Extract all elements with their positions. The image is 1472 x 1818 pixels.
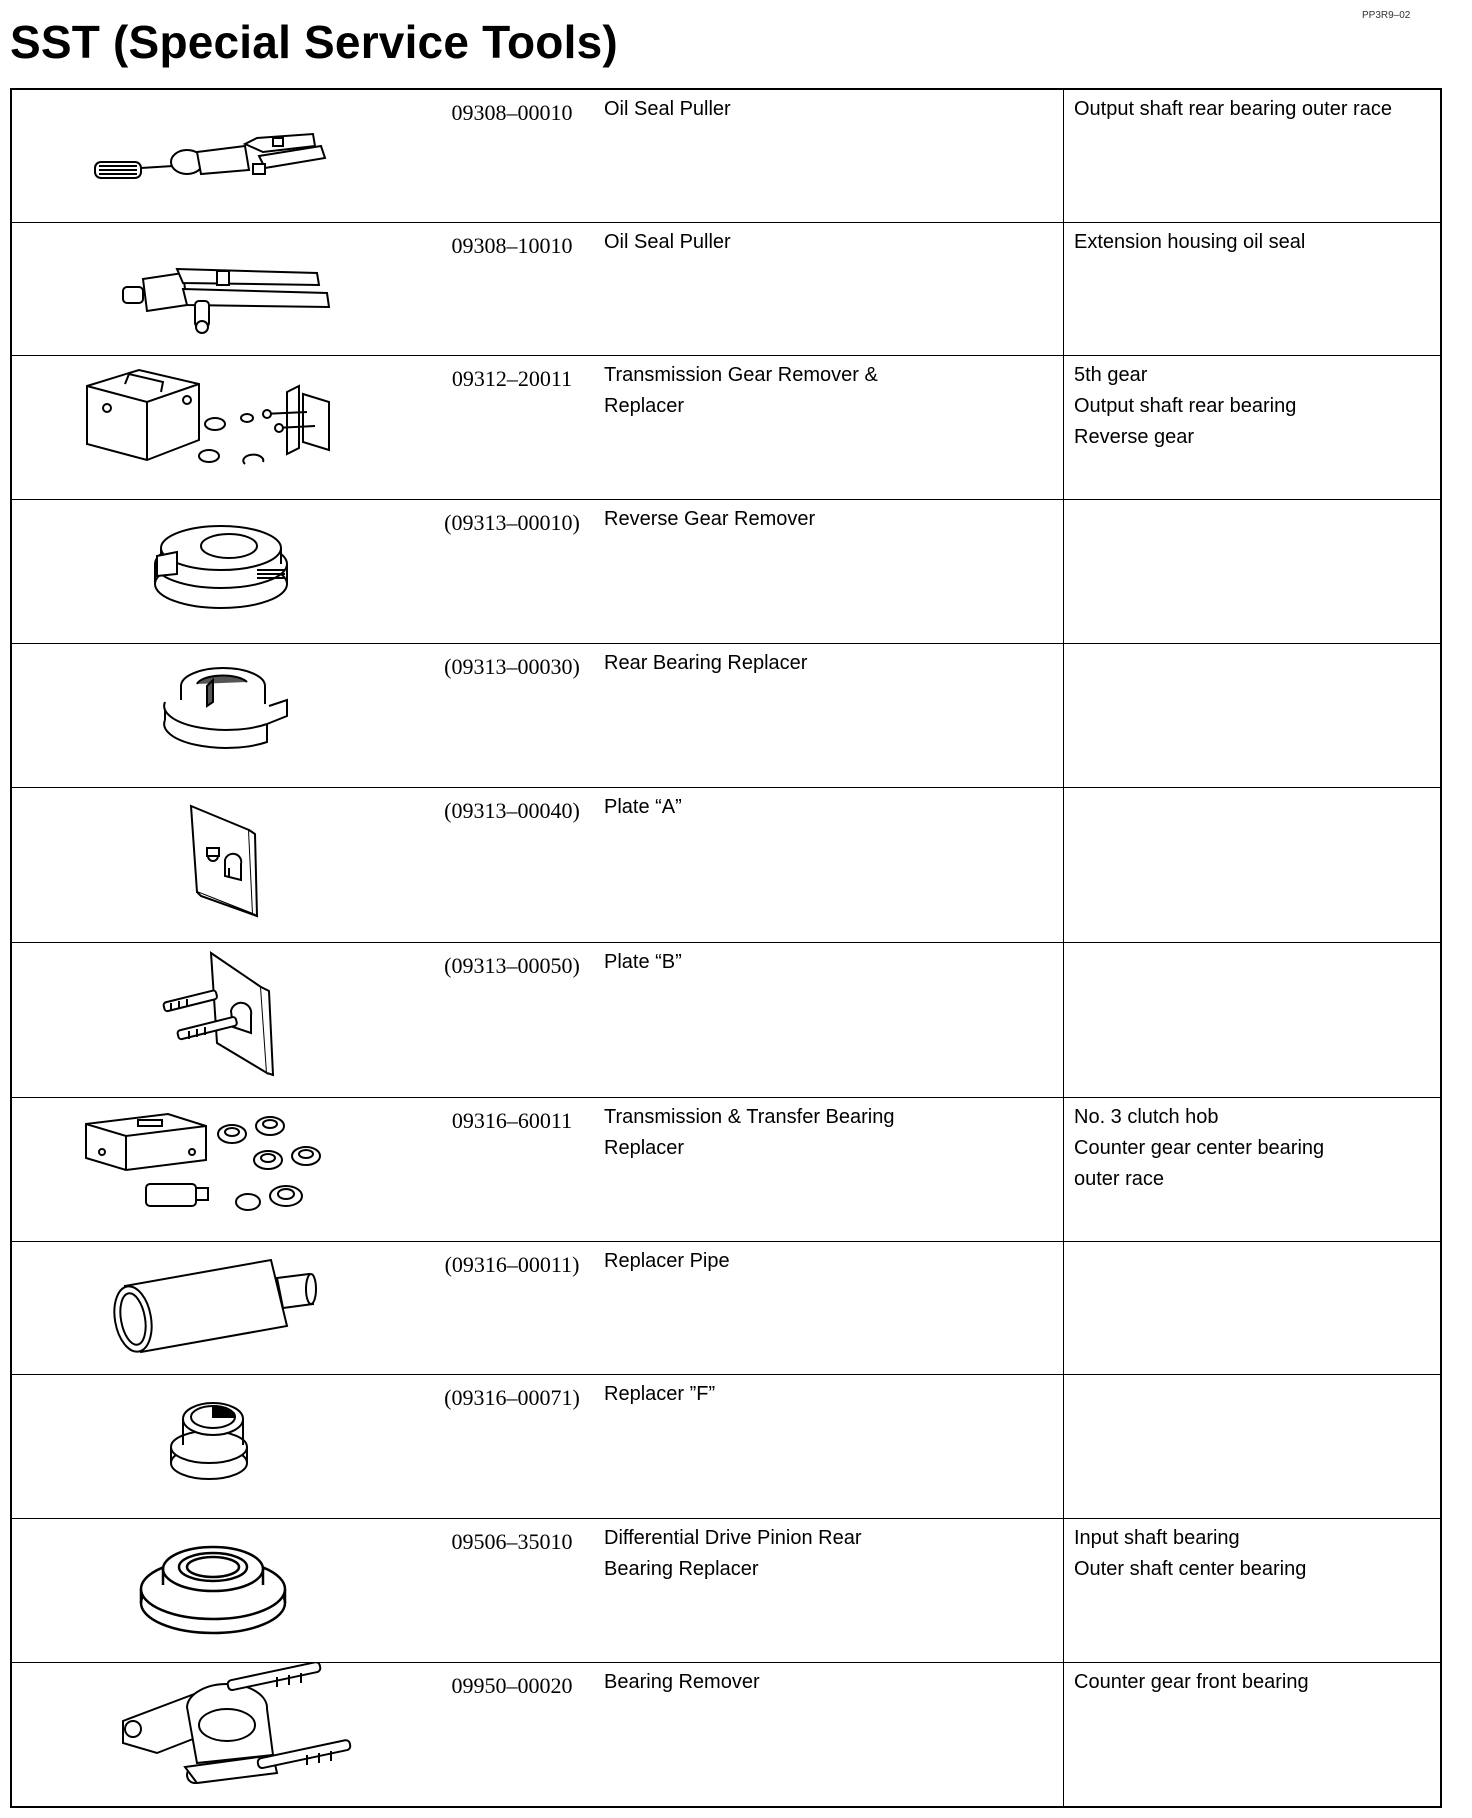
tool-name-line: Bearing Replacer bbox=[604, 1557, 759, 1580]
tool-illustration-cell bbox=[11, 223, 422, 356]
part-number: 09506–35010 bbox=[422, 1518, 602, 1662]
tool-usage bbox=[1064, 1662, 1442, 1807]
tool-usage-line: Counter gear front bearing bbox=[1074, 1670, 1309, 1693]
page-title: SST (Special Service Tools) bbox=[10, 16, 618, 68]
tool-name-line: Replacer bbox=[604, 1136, 685, 1159]
tool-usage bbox=[1064, 1097, 1442, 1241]
bearing-replacer-kit-icon bbox=[12, 1098, 422, 1228]
tool-row bbox=[11, 942, 1441, 1097]
tool-row bbox=[11, 1097, 1441, 1241]
tool-name-line: Replacer Pipe bbox=[604, 1249, 730, 1272]
plate-a-icon bbox=[12, 788, 422, 928]
tool-name-line: Rear Bearing Replacer bbox=[604, 652, 808, 674]
tool-illustration-cell bbox=[11, 942, 422, 1097]
tool-name-line: Plate “A” bbox=[604, 795, 682, 818]
tool-name-line: Differential Drive Pinion Rear bbox=[604, 1526, 862, 1549]
tool-row bbox=[11, 223, 1441, 356]
tool-row bbox=[11, 356, 1441, 500]
tool-illustration-cell bbox=[11, 1097, 422, 1241]
tool-name bbox=[602, 1097, 1064, 1241]
tool-name bbox=[602, 1518, 1064, 1662]
tool-usage-line: outer race bbox=[1074, 1167, 1165, 1190]
tool-illustration-cell bbox=[11, 356, 422, 500]
pinion-bearing-replacer-icon bbox=[12, 1519, 422, 1649]
tool-name-line: Transmission & Transfer Bearing bbox=[604, 1105, 895, 1128]
tool-row bbox=[11, 500, 1441, 644]
part-number: 09308–10010 bbox=[422, 223, 602, 356]
tool-name bbox=[602, 1662, 1064, 1807]
tool-usage bbox=[1064, 89, 1442, 223]
tool-usage bbox=[1064, 356, 1442, 500]
tool-illustration-cell bbox=[11, 644, 422, 788]
tool-usage-line: Input shaft bearing bbox=[1074, 1526, 1240, 1549]
tool-name bbox=[602, 356, 1064, 500]
tool-usage bbox=[1064, 223, 1442, 356]
tool-row bbox=[11, 89, 1441, 223]
bearing-remover-icon bbox=[12, 1663, 422, 1793]
tool-illustration-cell bbox=[11, 787, 422, 942]
rear-bearing-replacer-icon bbox=[12, 644, 422, 774]
tool-usage bbox=[1064, 1374, 1442, 1518]
tool-usage bbox=[1064, 942, 1442, 1097]
tool-row bbox=[11, 1518, 1441, 1662]
tool-row bbox=[11, 787, 1441, 942]
tool-usage bbox=[1064, 787, 1442, 942]
tool-usage-line: Reverse gear bbox=[1074, 426, 1195, 449]
part-number: (09316–00071) bbox=[422, 1374, 602, 1518]
part-number: (09313–00040) bbox=[422, 787, 602, 942]
part-number: (09316–00011) bbox=[422, 1241, 602, 1374]
part-number: (09313–00010) bbox=[422, 500, 602, 644]
tool-name bbox=[602, 644, 1064, 788]
tool-name-line: Bearing Remover bbox=[604, 1670, 760, 1693]
tool-usage-line: Extension housing oil seal bbox=[1074, 231, 1306, 254]
tool-name-line: Oil Seal Puller bbox=[604, 98, 731, 120]
tool-name bbox=[602, 787, 1064, 942]
tool-usage-line: Counter gear center bearing bbox=[1074, 1136, 1325, 1159]
sst-table bbox=[10, 88, 1442, 1808]
tool-name bbox=[602, 942, 1064, 1097]
tool-usage bbox=[1064, 500, 1442, 644]
plate-b-icon bbox=[12, 943, 422, 1083]
replacer-f-icon bbox=[12, 1375, 422, 1505]
tool-usage-line: 5th gear bbox=[1074, 364, 1148, 387]
tool-name bbox=[602, 500, 1064, 644]
tool-name bbox=[602, 89, 1064, 223]
tool-row bbox=[11, 1374, 1441, 1518]
part-number: (09313–00030) bbox=[422, 644, 602, 788]
gear-remover-kit-icon bbox=[12, 356, 422, 486]
oil-seal-puller-slide-hammer-icon bbox=[12, 90, 422, 210]
tool-usage bbox=[1064, 1518, 1442, 1662]
tool-usage bbox=[1064, 644, 1442, 788]
tool-name-line: Transmission Gear Remover & bbox=[604, 364, 878, 387]
tool-name-line: Plate “B” bbox=[604, 950, 682, 973]
part-number: 09950–00020 bbox=[422, 1662, 602, 1807]
tool-usage-line: Outer shaft center bearing bbox=[1074, 1557, 1307, 1580]
tool-illustration-cell bbox=[11, 1374, 422, 1518]
tool-usage-line: No. 3 clutch hob bbox=[1074, 1105, 1219, 1128]
tool-name-line: Oil Seal Puller bbox=[604, 231, 731, 254]
tool-illustration-cell bbox=[11, 1662, 422, 1807]
part-number: 09312–20011 bbox=[422, 356, 602, 500]
tool-name bbox=[602, 1241, 1064, 1374]
tool-illustration-cell bbox=[11, 1241, 422, 1374]
tool-name-line: Replacer bbox=[604, 395, 685, 418]
document-code: PP3R9–02 bbox=[1362, 10, 1411, 21]
reverse-gear-remover-icon bbox=[12, 500, 422, 630]
tool-illustration-cell bbox=[11, 500, 422, 644]
tool-row bbox=[11, 1241, 1441, 1374]
tool-usage-line: Output shaft rear bearing outer race bbox=[1074, 98, 1392, 120]
tool-row bbox=[11, 644, 1441, 788]
tool-illustration-cell bbox=[11, 1518, 422, 1662]
tool-row bbox=[11, 1662, 1441, 1807]
tool-name bbox=[602, 1374, 1064, 1518]
tool-name-line: Reverse Gear Remover bbox=[604, 508, 816, 531]
tool-name bbox=[602, 223, 1064, 356]
part-number: 09308–00010 bbox=[422, 89, 602, 223]
part-number: (09313–00050) bbox=[422, 942, 602, 1097]
tool-illustration-cell bbox=[11, 89, 422, 223]
part-number: 09316–60011 bbox=[422, 1097, 602, 1241]
replacer-pipe-icon bbox=[12, 1242, 422, 1362]
oil-seal-puller-jaw-icon bbox=[12, 223, 422, 343]
tool-usage-line: Output shaft rear bearing bbox=[1074, 395, 1297, 418]
tool-usage bbox=[1064, 1241, 1442, 1374]
tool-name-line: Replacer ”F” bbox=[604, 1382, 716, 1405]
